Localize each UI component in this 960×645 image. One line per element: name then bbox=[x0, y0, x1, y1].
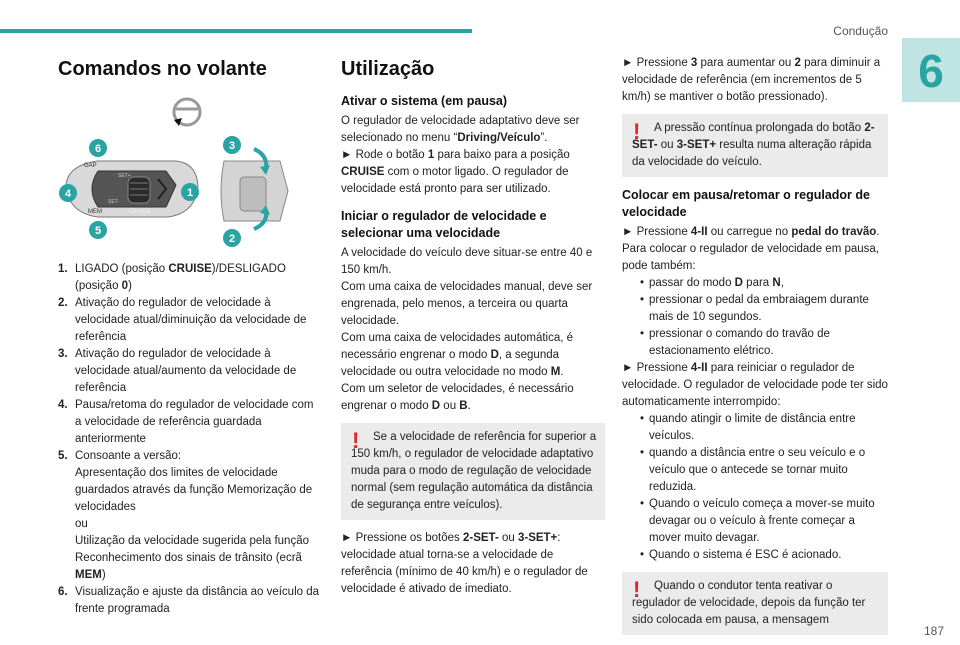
interruption-list bbox=[622, 411, 888, 564]
callout-6 bbox=[89, 139, 107, 157]
set-plus-label: SET+ bbox=[118, 173, 131, 179]
mem-label: MEM bbox=[88, 209, 102, 215]
callout-1 bbox=[181, 183, 199, 201]
list-item: 5. Consoante a versão: Apresentação dos limites de velocidade guardados através da função Memorização de velocidades ou Utilização da velocidade sugerida pela função Reconhecimento dos sinais de trânsito (ecrã MEM) bbox=[58, 450, 313, 581]
list-item: 4. Pausa/retoma do regulador de velocidade com a velocidade de referência guardada anteriormente bbox=[58, 399, 314, 445]
paragraph: A velocidade do veículo deve situar-se entre 40 e 150 km/h. bbox=[341, 247, 593, 276]
set-minus-label: SET- bbox=[108, 199, 120, 205]
paragraph: ► Pressione 3 para aumentar ou 2 para diminuir a velocidade de referência (em incrementos de 5 km/h) se mantiver o botão pressionado). bbox=[622, 57, 881, 103]
header-accent-bar bbox=[0, 29, 472, 33]
paragraph: ► Pressione 4-II ou carregue no pedal do travão. bbox=[622, 226, 880, 238]
paragraph: Com um seletor de velocidades, é necessário engrenar o modo D ou B. bbox=[341, 383, 574, 412]
svg-text:5: 5 bbox=[94, 225, 102, 237]
pause-heading: Colocar em pausa/retomar o regulador de velocidade bbox=[622, 188, 870, 219]
start-heading: Iniciar o regulador de velocidade e selecionar uma velocidade bbox=[341, 209, 547, 240]
steering-controls-illustration bbox=[58, 93, 320, 248]
callout-2 bbox=[223, 229, 241, 247]
svg-text:6: 6 bbox=[94, 143, 102, 155]
paragraph: ► Pressione os botões 2-SET- ou 3-SET+: velocidade atual torna-se a velocidade de referência (mínimo de 40 km/h) e o regulador de velocidade é ativado de imediato. bbox=[341, 532, 588, 595]
paragraph: ► Rode o botão 1 para baixo para a posição CRUISE com o motor ligado. O regulador de velocidade está pronto para ser utilizado. bbox=[341, 149, 570, 195]
usage-title: Utilização bbox=[341, 58, 435, 80]
column-controls bbox=[58, 55, 320, 618]
warning-box: ! Quando o condutor tenta reativar o regulador de velocidade, depois da função ter sido colocada em pausa, a mensagem bbox=[622, 572, 888, 635]
svg-text:3: 3 bbox=[228, 140, 236, 152]
gap-label: GAP bbox=[84, 163, 97, 169]
paragraph: Com uma caixa de velocidades manual, deve ser engrenada, pelo menos, a terceira ou quarta velocidade. bbox=[341, 281, 593, 327]
list-item: • quando atingir o limite de distância entre veículos. bbox=[640, 411, 888, 445]
paragraph: O regulador de velocidade adaptativo deve ser selecionado no menu “Driving/Veículo”. bbox=[341, 115, 580, 144]
list-item: • pressionar o comando do travão de estacionamento elétrico. bbox=[640, 326, 888, 360]
callout-3 bbox=[223, 136, 241, 154]
list-item: 6. Visualização e ajuste da distância ao veículo da frente programada bbox=[58, 586, 320, 615]
paragraph: Com uma caixa de velocidades automática, é necessário engrenar o modo D, a segunda velocidade ou outra velocidade no modo M. bbox=[341, 332, 574, 378]
control-stalk-drawing bbox=[66, 161, 198, 217]
list-item: 1. LIGADO (posição CRUISE)/DESLIGADO (posição 0) bbox=[58, 263, 286, 292]
section-title: Condução bbox=[833, 24, 888, 38]
cruise-label: CRUISE bbox=[128, 209, 151, 215]
chapter-number: 6 bbox=[918, 45, 944, 97]
warning-icon: ! bbox=[633, 577, 641, 602]
controls-figure bbox=[58, 93, 320, 243]
chapter-tab bbox=[902, 38, 960, 102]
list-item: • Quando o veículo começa a mover-se muito devagar ou o veículo à frente começar a mover muito devagar. bbox=[640, 496, 888, 547]
svg-text:4: 4 bbox=[64, 188, 72, 200]
list-item: • pressionar o pedal da embraiagem durante mais de 10 segundos. bbox=[640, 292, 888, 326]
list-item: • Quando o sistema é ESC é acionado. bbox=[640, 547, 888, 564]
controls-title: Comandos no volante bbox=[58, 58, 267, 80]
paragraph: ► Pressione 4-II para reiniciar o regulador de velocidade. O regulador de velocidade pode ter sido automaticamente interrompido: bbox=[622, 362, 888, 408]
side-view-drawing bbox=[221, 149, 288, 229]
controls-list bbox=[58, 261, 320, 618]
pause-options-list bbox=[622, 275, 888, 360]
warning-box: ! A pressão contínua prolongada do botão 2-SET- ou 3-SET+ resulta numa alteração rápida da velocidade do veículo. bbox=[622, 114, 888, 177]
page-number: 187 bbox=[923, 624, 944, 638]
warning-box: ! Se a velocidade de referência for superior a 150 km/h, o regulador de velocidade adaptativo muda para o modo de regulação de velocidade normal (sem regulação automática da distância de segurança entre veículos). bbox=[341, 423, 605, 520]
list-item: 2. Ativação do regulador de velocidade à velocidade atual/diminuição da velocidade de referência bbox=[58, 297, 307, 343]
svg-text:1: 1 bbox=[186, 187, 194, 199]
column-usage bbox=[341, 55, 605, 598]
column-pause bbox=[622, 55, 888, 645]
warning-icon: ! bbox=[352, 428, 360, 453]
svg-text:2: 2 bbox=[228, 233, 236, 245]
paragraph: Para colocar o regulador de velocidade em pausa, pode também: bbox=[622, 243, 879, 272]
activate-heading: Ativar o sistema (em pausa) bbox=[341, 94, 508, 108]
list-item: 3. Ativação do regulador de velocidade à velocidade atual/aumento da velocidade de referência bbox=[58, 348, 297, 394]
warning-icon: ! bbox=[633, 119, 641, 144]
callout-5 bbox=[89, 221, 107, 239]
callout-4 bbox=[59, 184, 77, 202]
list-item: • passar do modo D para N, bbox=[640, 275, 888, 292]
list-item: • quando a distância entre o seu veículo e o veículo que o antecede se tornar muito reduzida. bbox=[640, 445, 888, 496]
steering-wheel-icon bbox=[174, 99, 200, 126]
